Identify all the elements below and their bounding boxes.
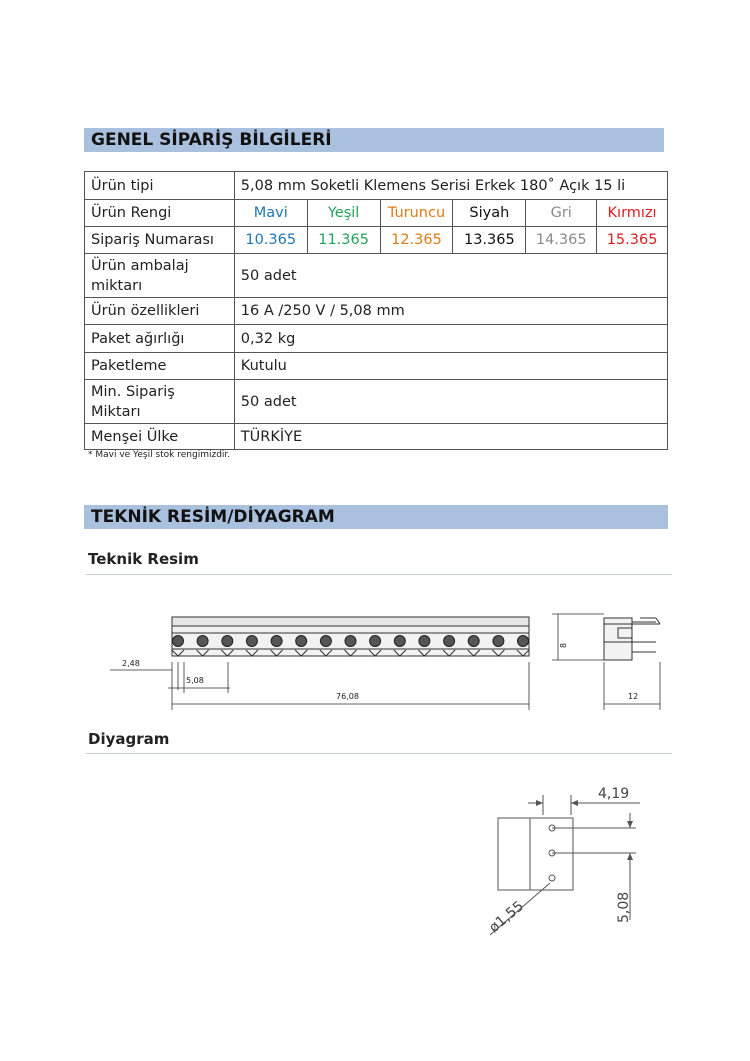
row-label-mensei: Menşei Ülke — [85, 424, 235, 450]
row-label-paketleme: Paketleme — [85, 353, 235, 380]
row-label-agirlik: Paket ağırlığı — [85, 325, 235, 353]
connector-pin — [468, 636, 479, 647]
table-row — [85, 227, 668, 254]
color-yesil: Yeşil — [307, 200, 380, 227]
color-siyah: Siyah — [453, 200, 526, 227]
table-row — [85, 172, 668, 200]
connector-pin — [419, 636, 430, 647]
row-label-ambalaj: Ürün ambalaj miktarı — [85, 254, 235, 298]
ambalaj-value: 50 adet — [234, 254, 667, 298]
footprint-outline — [498, 818, 573, 890]
row-label-siparis-numarasi: Sipariş Numarası — [85, 227, 235, 254]
dim-total-length: 76,08 — [336, 692, 359, 701]
mensei-value: TÜRKİYE — [234, 424, 667, 450]
connector-pin — [173, 636, 184, 647]
dim-pitch-offset: 2,48 — [122, 659, 140, 668]
row-label-ozellikler: Ürün özellikleri — [85, 298, 235, 325]
connector-pin — [394, 636, 405, 647]
row-label-urun-rengi: Ürün Rengi — [85, 200, 235, 227]
dim-depth: 12 — [628, 692, 639, 701]
min-siparis-value: 50 adet — [234, 380, 667, 424]
section-header-genel: GENEL SİPARİŞ BİLGİLERİ — [84, 128, 664, 152]
pcb-diagram — [480, 775, 650, 945]
dim-height: 8 — [559, 642, 568, 648]
table-row — [85, 424, 668, 450]
connector-pin — [271, 636, 282, 647]
technical-drawing — [100, 600, 670, 720]
color-turuncu: Turuncu — [380, 200, 453, 227]
connector-pin — [493, 636, 504, 647]
paketleme-value: Kutulu — [234, 353, 667, 380]
order-number-yesil: 11.365 — [307, 227, 380, 254]
connector-pin — [444, 636, 455, 647]
row-label-urun-tipi: Ürün tipi — [85, 172, 235, 200]
order-number-mavi: 10.365 — [234, 227, 307, 254]
table-row — [85, 353, 668, 380]
connector-pin — [345, 636, 356, 647]
color-kirmizi: Kırmızı — [597, 200, 668, 227]
dim-pitch: 5,08 — [186, 676, 204, 685]
order-number-siyah: 13.365 — [453, 227, 526, 254]
urun-tipi-value: 5,08 mm Soketli Klemens Serisi Erkek 180˚ Açık 15 li — [234, 172, 667, 200]
table-row — [85, 380, 668, 424]
table-row — [85, 200, 668, 227]
connector-pin — [222, 636, 233, 647]
subheading-diyagram: Diyagram — [88, 730, 170, 748]
table-row — [85, 254, 668, 298]
table-row — [85, 298, 668, 325]
order-info-table — [84, 171, 668, 450]
ozellikler-value: 16 A /250 V / 5,08 mm — [234, 298, 667, 325]
divider — [86, 753, 672, 754]
connector-pin — [370, 636, 381, 647]
order-number-turuncu: 12.365 — [380, 227, 453, 254]
pin-hole — [549, 875, 555, 881]
color-gri: Gri — [526, 200, 597, 227]
order-number-kirmizi: 15.365 — [597, 227, 668, 254]
agirlik-value: 0,32 kg — [234, 325, 667, 353]
dim-pitch-vertical: 5,08 — [616, 891, 632, 923]
connector-side-view — [552, 614, 660, 710]
divider — [86, 574, 672, 575]
table-row — [85, 325, 668, 353]
color-mavi: Mavi — [234, 200, 307, 227]
connector-pin — [246, 636, 257, 647]
connector-pin — [197, 636, 208, 647]
connector-pin — [296, 636, 307, 647]
subheading-teknik-resim: Teknik Resim — [88, 550, 199, 568]
dim-hole-diameter: ø1,55 — [486, 898, 528, 937]
stock-color-footnote: * Mavi ve Yeşil stok rengimizdir. — [88, 450, 231, 460]
connector-pin — [320, 636, 331, 647]
connector-pin — [518, 636, 529, 647]
dim-spacing: 4,19 — [598, 786, 630, 802]
row-label-min-siparis: Min. Sipariş Miktarı — [85, 380, 235, 424]
section-header-teknik: TEKNİK RESİM/DİYAGRAM — [84, 505, 668, 529]
connector-top-rail — [172, 617, 529, 626]
order-number-gri: 14.365 — [526, 227, 597, 254]
